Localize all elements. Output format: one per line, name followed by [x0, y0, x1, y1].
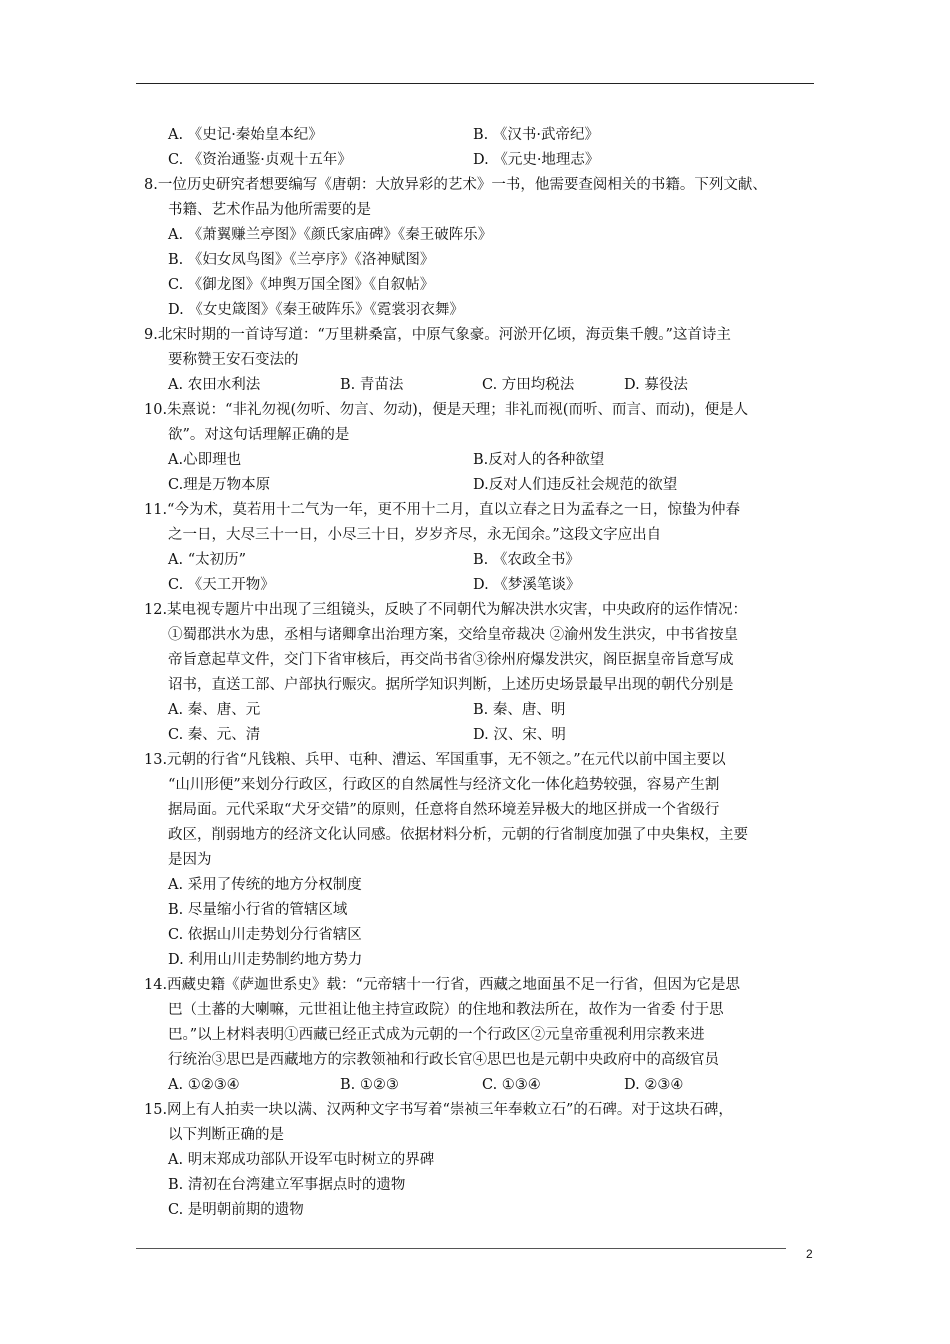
q8-option-a: A. 《萧翼赚兰亭图》《颜氏家庙碑》《秦王破阵乐》 — [168, 227, 493, 243]
q11-options-row2 — [148, 573, 828, 598]
q11-stem-line1: 11.“今为术，莫若用十二气为一年，更不用十二月，直以立春之日为孟春之一日，惊蛰为仲春 — [144, 502, 740, 518]
q9-stem-line1: 9.北宋时期的一首诗写道：“万里耕桑富，中原气象豪。河淤开亿顷，海贡集千艘。”这首诗主 — [144, 327, 731, 343]
footer-rule — [136, 1248, 786, 1249]
q7-option-d: D. 《元史·地理志》 — [473, 152, 600, 168]
q14-option-d: D. ②③④ — [624, 1077, 684, 1093]
q13-stem-line5: 是因为 — [168, 852, 212, 868]
q13-stem-line1: 13.元朝的行省“凡钱粮、兵甲、屯种、漕运、军国重事，无不领之。”在元代以前中国主要以 — [144, 752, 726, 768]
q12-stem-line2: ①蜀郡洪水为患，丞相与诸卿拿出治理方案，交给皇帝裁决 ②渝州发生洪灾，中书省按皇 — [168, 627, 739, 643]
q12-stem-line3: 帝旨意起草文件，交门下省审核后，再交尚书省③徐州府爆发洪灾，阁臣据皇帝旨意写成 — [168, 652, 734, 668]
q15-option-c: C. 是明朝前期的遗物 — [168, 1202, 304, 1218]
q12-option-a: A. 秦、唐、元 — [168, 702, 261, 718]
q11-option-d: D. 《梦溪笔谈》 — [473, 577, 581, 593]
q12-stem-line1: 12.某电视专题片中出现了三组镜头，反映了不同朝代为解决洪水灾害，中央政府的运作情况： — [144, 602, 748, 618]
q9-stem-line2: 要称赞王安石变法的 — [168, 352, 299, 368]
q7-option-a: A. 《史记·秦始皇本纪》 — [168, 127, 323, 143]
q10-option-a: A.心即理也 — [168, 452, 242, 468]
q12-option-d: D. 汉、宋、明 — [473, 727, 566, 743]
header-rule — [136, 83, 814, 84]
q8-stem-line1: 8.一位历史研究者想要编写《唐朝：大放异彩的艺术》一书，他需要查阅相关的书籍。下列文献、 — [144, 177, 767, 193]
q13-stem-line2: “山川形便”来划分行政区，行政区的自然属性与经济文化一体化趋势较强，容易产生割 — [168, 777, 720, 793]
q10-option-b: B.反对人的各种欲望 — [473, 452, 605, 468]
q15-option-a: A. 明末郑成功部队开设军屯时树立的界碑 — [168, 1152, 435, 1168]
q14-option-b: B. ①②③ — [340, 1077, 399, 1093]
q13-stem-line4: 政区，削弱地方的经济文化认同感。依据材料分析，元朝的行省制度加强了中央集权，主要 — [168, 827, 748, 843]
exam-content — [144, 123, 828, 1223]
page-number: 2 — [806, 1247, 813, 1261]
q11-option-c: C. 《天工开物》 — [168, 577, 275, 593]
q12-option-c: C. 秦、元、清 — [168, 727, 261, 743]
q13-option-a: A. 采用了传统的地方分权制度 — [168, 877, 362, 893]
q10-option-c: C.理是万物本原 — [168, 477, 271, 493]
q9-option-d: D. 募役法 — [624, 377, 688, 393]
q8-option-b: B. 《妇女凤鸟图》《兰亭序》《洛神赋图》 — [168, 252, 435, 268]
q13-stem-line3: 据局面。元代采取“犬牙交错”的原则，任意将自然环境差异极大的地区拼成一个省级行 — [168, 802, 720, 818]
q10-stem-line1: 10.朱熹说：“非礼勿视(勿听、勿言、勿动)，便是天理；非礼而视(而听、而言、而动)，便是人 — [144, 402, 749, 418]
q8-option-c: C. 《御龙图》《坤舆万国全图》《自叙帖》 — [168, 277, 435, 293]
q12-stem-line4: 诏书，直送工部、户部执行赈灾。据所学知识判断，上述历史场景最早出现的朝代分别是 — [168, 677, 734, 693]
q15-stem-line2: 以下判断正确的是 — [168, 1127, 284, 1143]
q14-stem-line3: 巴。”以上材料表明①西藏已经正式成为元朝的一个行政区②元皇帝重视利用宗教来进 — [168, 1027, 705, 1043]
q14-option-c: C. ①③④ — [482, 1077, 541, 1093]
q9-option-c: C. 方田均税法 — [482, 377, 575, 393]
q15-stem-line1: 15.网上有人拍卖一块以满、汉两种文字书写着“崇祯三年奉敕立石”的石碑。对于这块石碑， — [144, 1102, 733, 1118]
q7-option-b: B. 《汉书·武帝纪》 — [473, 127, 599, 143]
q11-option-b: B. 《农政全书》 — [473, 552, 580, 568]
q7-options-row1 — [148, 123, 828, 148]
q7-options-row2 — [148, 148, 828, 173]
q11-options-row1 — [148, 548, 828, 573]
q9-option-b: B. 青苗法 — [340, 377, 404, 393]
q15-option-b: B. 清初在台湾建立军事据点时的遗物 — [168, 1177, 406, 1193]
q13-option-b: B. 尽量缩小行省的管辖区域 — [168, 902, 348, 918]
q14-stem-line4: 行统治③思巴是西藏地方的宗教领袖和行政长官④思巴也是元朝中央政府中的高级官员 — [168, 1052, 719, 1068]
q10-options-row2 — [148, 473, 828, 498]
q14-stem-line2: 巴（土蕃的大喇嘛，元世祖让他主持宣政院）的住地和教法所在，故作为一省委 付于思 — [168, 1002, 724, 1018]
q14-options — [148, 1073, 828, 1098]
q10-stem-line2: 欲”。对这句话理解正确的是 — [168, 427, 350, 443]
q12-options-row2 — [148, 723, 828, 748]
q11-stem-line2: 之一日，大尽三十一日，小尽三十日，岁岁齐尽，永无闰余。”这段文字应出自 — [168, 527, 662, 543]
q13-option-c: C. 依据山川走势划分行省辖区 — [168, 927, 362, 943]
q13-option-d: D. 利用山川走势制约地方势力 — [168, 952, 363, 968]
q8-stem-line2: 书籍、艺术作品为他所需要的是 — [168, 202, 371, 218]
q9-options — [148, 373, 828, 398]
q12-option-b: B. 秦、唐、明 — [473, 702, 566, 718]
q7-option-c: C. 《资治通鉴·贞观十五年》 — [168, 152, 352, 168]
q8-option-d: D. 《女史箴图》《秦王破阵乐》《霓裳羽衣舞》 — [168, 302, 464, 318]
q11-option-a: A. “太初历” — [168, 552, 247, 568]
q10-option-d: D.反对人们违反社会规范的欲望 — [473, 477, 678, 493]
q12-options-row1 — [148, 698, 828, 723]
q14-stem-line1: 14.西藏史籍《萨迦世系史》载：“元帝辖十一行省，西藏之地面虽不足一行省，但因为它是思 — [144, 977, 740, 993]
q14-option-a: A. ①②③④ — [168, 1077, 240, 1093]
q9-option-a: A. 农田水利法 — [168, 377, 261, 393]
q10-options-row1 — [148, 448, 828, 473]
